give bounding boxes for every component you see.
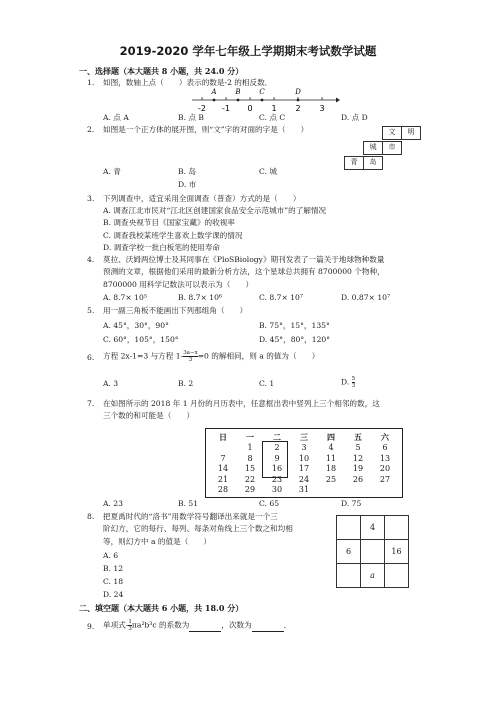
calendar-day: 20 bbox=[379, 464, 391, 473]
calendar-figure bbox=[205, 428, 403, 498]
question-text: 如图，数轴上点（ ）表示的数是-2 的相反数． bbox=[103, 78, 273, 87]
option-c: C. 60°，105°，150° bbox=[103, 335, 179, 344]
axis-tick-label: -2 bbox=[198, 104, 206, 113]
question-text bbox=[103, 619, 291, 632]
option-b: B. 2 bbox=[178, 379, 194, 388]
magic-square-cell: 16 bbox=[384, 539, 409, 564]
question-text-line: 预测的文章，根据他们采用的最新分析方法，这个星球总共拥有 8700000 个物种， bbox=[103, 267, 385, 276]
question-text-line: 8700000 用科学记数法可以表示为（ ） bbox=[103, 280, 254, 289]
number-line-figure bbox=[190, 86, 340, 116]
question-text: 用一副三角板不能画出下列那组角（ ） bbox=[103, 306, 248, 315]
question-text-part: 方程 2x-1=3 与方程 1- bbox=[103, 351, 184, 361]
fraction-denominator: 3 bbox=[188, 357, 193, 363]
calendar-day: 12 bbox=[352, 453, 364, 463]
question-number: 1. bbox=[87, 78, 95, 87]
option-c: C. 城 bbox=[259, 167, 277, 176]
question-text-part: ，次数为 bbox=[221, 620, 252, 630]
calendar-day: 26 bbox=[352, 474, 364, 484]
calendar-day: 27 bbox=[379, 474, 391, 484]
question-number: 7. bbox=[87, 399, 95, 408]
question-text: 下列调查中，适宜采用全面调查（普查）方式的是（ ） bbox=[103, 194, 301, 203]
option-a: A. 23 bbox=[103, 499, 123, 508]
axis-point bbox=[213, 99, 216, 102]
question-text-line: 把夏禹时代的“洛书”用数学符号翻译出来就是一个三 bbox=[103, 512, 278, 521]
calendar-day: 5 bbox=[355, 443, 361, 452]
calendar-week-row bbox=[206, 464, 402, 474]
fraction-numerator: 3a−x bbox=[183, 350, 198, 356]
calendar-day: 3 bbox=[301, 443, 307, 452]
axis-point bbox=[261, 99, 264, 102]
calendar-day: 16 bbox=[271, 464, 283, 473]
option-d: D. 点 D bbox=[341, 113, 368, 122]
question-number: 3. bbox=[87, 194, 95, 203]
option-a: A. 点 A bbox=[103, 113, 129, 122]
calendar-day: 28 bbox=[217, 485, 229, 494]
calendar-day: 9 bbox=[274, 453, 280, 463]
question-number: 2. bbox=[87, 125, 95, 134]
option-b: B. 12 bbox=[103, 564, 124, 573]
option-a: A. 青 bbox=[103, 167, 121, 176]
question-text-part: 单项式- bbox=[103, 620, 129, 630]
option-d: D. 75 bbox=[341, 499, 362, 508]
question-text-part: πa²b³c 的系数为 bbox=[131, 620, 190, 630]
axis-point bbox=[297, 99, 300, 102]
axis-tick-label: 2 bbox=[295, 104, 301, 113]
option-b: B. 51 bbox=[178, 499, 199, 508]
calendar-day: 30 bbox=[271, 485, 283, 494]
option-c: C. 65 bbox=[259, 499, 280, 508]
calendar-day: 14 bbox=[217, 464, 229, 473]
section-heading-fill: 二、填空题（本大题共 6 小题，共 18.0 分） bbox=[79, 603, 244, 613]
net-cell: 岛 bbox=[363, 156, 383, 170]
axis-tick-label: 0 bbox=[247, 104, 253, 113]
option-c: C. 1 bbox=[259, 379, 275, 388]
magic-square-cell bbox=[384, 563, 409, 588]
calendar-day: 6 bbox=[382, 443, 388, 452]
option-d: D. 0.87× 10⁷ bbox=[341, 293, 391, 302]
selection-frame bbox=[262, 441, 288, 478]
axis-tick-label: 1 bbox=[271, 104, 277, 113]
fraction-numerator: 1 bbox=[128, 619, 132, 625]
fraction-denominator: 3 bbox=[351, 383, 356, 389]
question-number: 4. bbox=[87, 255, 95, 264]
calendar-day: 2 bbox=[274, 443, 280, 452]
answer-blank[interactable] bbox=[252, 623, 284, 632]
option-b: B. 75°，15°，135° bbox=[259, 321, 330, 330]
calendar-weekday-row bbox=[206, 432, 402, 442]
option-c: C. 点 C bbox=[259, 113, 286, 122]
calendar-day: 4 bbox=[328, 443, 334, 452]
calendar-weekday: 五 bbox=[354, 432, 362, 442]
question-text-line: 在如图所示的 2018 年 1 月份的月历表中，任意框出表中竖列上三个相邻的数，这 bbox=[103, 399, 380, 408]
axis-tick-label: -1 bbox=[222, 104, 230, 113]
calendar-day: 13 bbox=[379, 453, 391, 463]
calendar-day: 21 bbox=[217, 474, 229, 484]
question-text-part: =0 的解相同，则 a 的值为（ ） bbox=[197, 351, 320, 361]
option-d: D. 45°，80°，120° bbox=[259, 335, 331, 344]
option-b: B. 8.7× 10⁶ bbox=[178, 293, 222, 302]
calendar-day: 7 bbox=[220, 453, 226, 463]
calendar-day: 19 bbox=[352, 464, 364, 473]
magic-square-cell bbox=[336, 563, 361, 588]
calendar-day: 10 bbox=[298, 453, 310, 463]
option-d: D. 市 bbox=[178, 180, 197, 189]
net-cell: 城 bbox=[363, 141, 383, 155]
option-d: D. 24 bbox=[103, 590, 124, 599]
net-cell: 文 bbox=[382, 126, 402, 140]
calendar-day: 23 bbox=[271, 474, 283, 484]
calendar-day: 17 bbox=[298, 464, 310, 473]
option-b: B. 点 B bbox=[178, 113, 204, 122]
calendar-weekday: 一 bbox=[246, 432, 254, 442]
calendar-weekday: 二 bbox=[273, 432, 281, 442]
calendar-day: 31 bbox=[298, 485, 310, 494]
calendar-weekday: 日 bbox=[219, 432, 227, 442]
axis-point-label: B bbox=[235, 88, 241, 96]
calendar-week-row bbox=[206, 475, 402, 485]
calendar-week-row bbox=[206, 443, 402, 453]
calendar-day: 11 bbox=[325, 453, 337, 463]
question-text-line: 三个数的和可能是（ ） bbox=[103, 411, 195, 420]
option-c: C. 调查我校某班学生喜欢上数学课的情况 bbox=[103, 231, 243, 240]
net-cell: 明 bbox=[401, 126, 421, 140]
magic-square-cell bbox=[360, 539, 385, 564]
option-b: B. 调查央视节目《国家宝藏》的收视率 bbox=[103, 218, 235, 227]
calendar-day: 1 bbox=[247, 443, 253, 452]
option-b: B. 岛 bbox=[178, 167, 197, 176]
option-a: A. 3 bbox=[103, 379, 119, 388]
option-a: A. 8.7× 10⁵ bbox=[103, 293, 147, 302]
magic-square-figure bbox=[336, 515, 411, 590]
option-d: D. 调查学校一批白板笔的使用寿命 bbox=[103, 243, 220, 252]
answer-blank[interactable] bbox=[189, 623, 221, 632]
magic-square-cell: a bbox=[360, 563, 385, 588]
axis-tick-label: 3 bbox=[319, 104, 325, 113]
question-number: 5. bbox=[87, 306, 95, 315]
question-text-line: 阶幻方，它的每行、每列、每条对角线上三个数之和均相 bbox=[103, 524, 293, 533]
option-c: C. 8.7× 10⁷ bbox=[259, 293, 303, 302]
question-text bbox=[103, 350, 319, 363]
option-d-label: D. bbox=[341, 377, 352, 387]
calendar-weekday: 三 bbox=[300, 432, 308, 442]
question-text-part: ． bbox=[283, 620, 292, 630]
calendar-day: 25 bbox=[325, 474, 337, 484]
net-cell: 市 bbox=[382, 141, 402, 155]
option-a: A. 6 bbox=[103, 551, 119, 560]
option-c: C. 18 bbox=[103, 577, 124, 586]
fraction bbox=[183, 350, 198, 363]
calendar-week-row bbox=[206, 485, 402, 495]
option-a: A. 调查江北市民对“江北区创建国家食品安全示范城市”的了解情况 bbox=[103, 206, 327, 215]
option-a: A. 45°，30°，90° bbox=[103, 321, 169, 330]
question-number: 9. bbox=[87, 622, 95, 631]
magic-square-cell bbox=[336, 515, 361, 540]
magic-square-cell bbox=[384, 515, 409, 540]
question-number: 6. bbox=[87, 353, 95, 362]
fraction-denominator: 3 bbox=[128, 626, 132, 632]
fraction bbox=[352, 376, 356, 389]
question-text-line: 莫拉、沃姆两位博士及其同事在《PloSBiology》期刊发表了一篇关于地球物种数量 bbox=[103, 255, 385, 264]
option-d bbox=[341, 376, 355, 389]
calendar-day: 22 bbox=[244, 474, 256, 484]
fraction-numerator: 5 bbox=[351, 376, 356, 382]
calendar-day: 8 bbox=[247, 453, 253, 463]
axis-point bbox=[237, 99, 240, 102]
page-title: 2019-2020 学年七年级上学期期末考试数学试题 bbox=[119, 44, 377, 58]
section-heading-choice: 一、选择题（本大题共 8 小题，共 24.0 分） bbox=[79, 66, 244, 76]
question-number: 8. bbox=[87, 512, 95, 521]
question-text-line: 等，则幻方中 a 的值是（ ） bbox=[103, 537, 212, 546]
net-cell: 青 bbox=[344, 156, 364, 170]
axis-point-label: C bbox=[259, 88, 265, 96]
magic-square-cell: 6 bbox=[336, 539, 361, 564]
question-text: 如图是一个正方体的展开图，则“文”字的对面的字是（ ） bbox=[103, 125, 309, 134]
calendar-day: 18 bbox=[325, 464, 337, 473]
calendar-day: 24 bbox=[298, 474, 310, 484]
calendar-day: 29 bbox=[244, 485, 256, 494]
calendar-day: 15 bbox=[244, 464, 256, 473]
magic-square-cell: 4 bbox=[360, 515, 385, 540]
axis-point-label: D bbox=[295, 88, 301, 96]
calendar-week-row bbox=[206, 454, 402, 464]
axis-point-label: A bbox=[211, 88, 217, 96]
calendar-weekday: 四 bbox=[327, 432, 335, 442]
calendar-weekday: 六 bbox=[381, 432, 389, 442]
